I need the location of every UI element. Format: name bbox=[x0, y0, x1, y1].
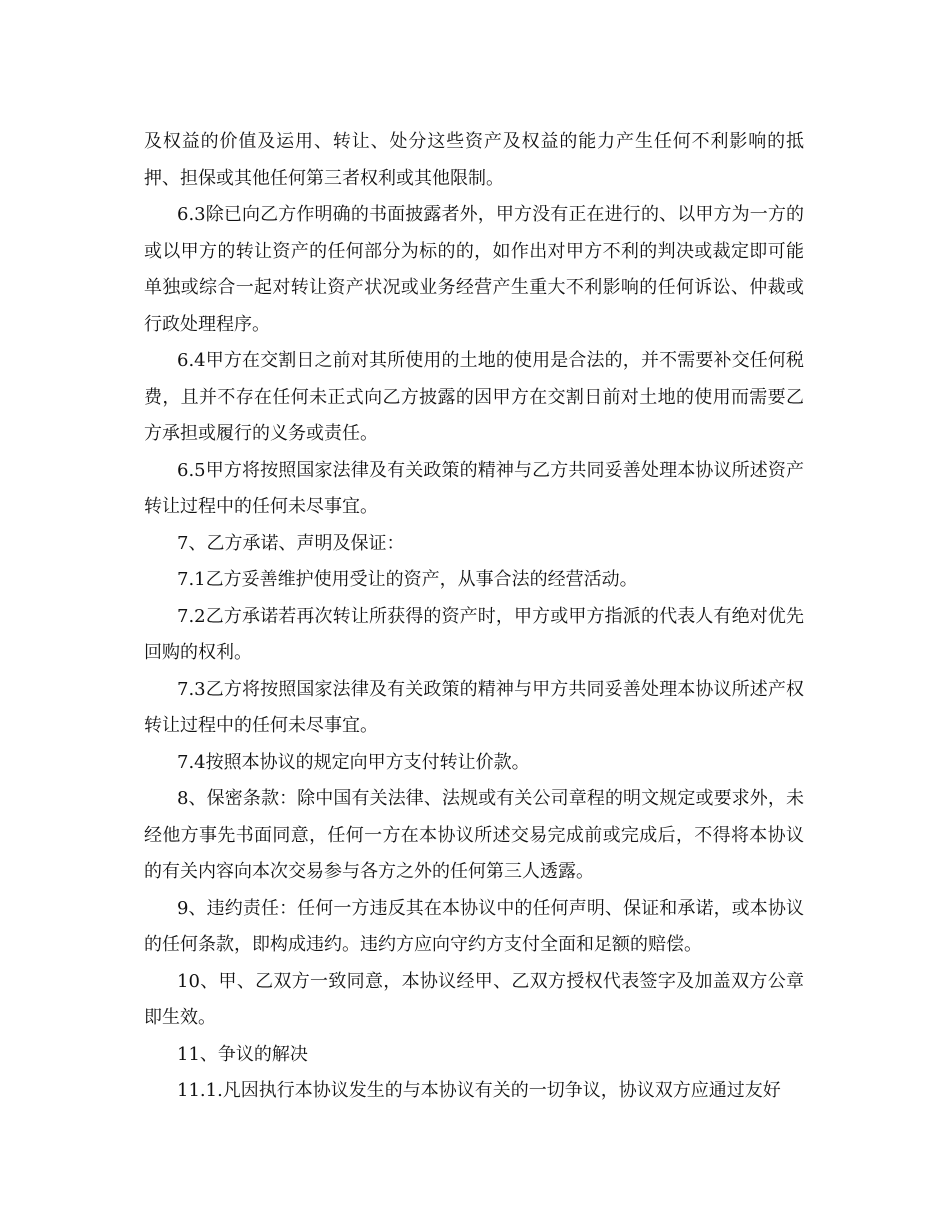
heading-7: 7、乙方承诺、声明及保证： bbox=[177, 532, 405, 554]
paragraph-6-5: 6.5甲方将按照国家法律及有关政策的精神与乙方共同妥善处理本协议所述资产转让过程中的任何未尽事宜。 bbox=[144, 459, 804, 517]
paragraph-11-1: 11.1.凡因执行本协议发生的与本协议有关的一切争议，协议双方应通过友好 bbox=[177, 1080, 781, 1101]
paragraph-8-confidentiality: 8、保密条款：除中国有关法律、法规或有关公司章程的明文规定或要求外，未经他方事先书面同意，任何一方在本协议所述交易完成前或完成后，不得将本协议的有关内容向本次交易参与各方之外的任何第三人透露。 bbox=[144, 788, 804, 882]
paragraph-7-2: 7.2乙方承诺若再次转让所获得的资产时，甲方或甲方指派的代表人有绝对优先回购的权利。 bbox=[144, 605, 804, 663]
heading-11-dispute: 11、争议的解决 bbox=[177, 1043, 308, 1065]
paragraph-7-1: 7.1乙方妥善维护使用受让的资产，从事合法的经营活动。 bbox=[177, 569, 638, 590]
paragraph-6-3: 6.3除已向乙方作明确的书面披露者外，甲方没有正在进行的、以甲方为一方的或以甲方的转让资产的任何部分为标的的，如作出对甲方不利的判决或裁定即可能单独或综合一起对转让资产状况或业务经营产生重大不利影响的任何诉讼、仲裁或行政处理程序。 bbox=[144, 204, 804, 335]
document-body bbox=[144, 124, 804, 1110]
paragraph-10-effect: 10、甲、乙双方一致同意，本协议经甲、乙双方授权代表签字及加盖双方公章即生效。 bbox=[144, 970, 804, 1028]
paragraph-7-3: 7.3乙方将按照国家法律及有关政策的精神与甲方共同妥善处理本协议所述产权转让过程中的任何未尽事宜。 bbox=[144, 678, 804, 736]
paragraph-9-liability: 9、违约责任：任何一方违反其在本协议中的任何声明、保证和承诺，或本协议的任何条款，即构成违约。违约方应向守约方支付全面和足额的赔偿。 bbox=[144, 897, 804, 955]
paragraph-7-4: 7.4按照本协议的规定向甲方支付转让价款。 bbox=[177, 751, 530, 773]
paragraph-6-4: 6.4甲方在交割日之前对其所使用的土地的使用是合法的，并不需要补交任何税费，且并不存在任何未正式向乙方披露的因甲方在交割日前对土地的使用而需要乙方承担或履行的义务或责任。 bbox=[144, 350, 804, 444]
paragraph-continuation: 及权益的价值及运用、转让、处分这些资产及权益的能力产生任何不利影响的抵押、担保或其他任何第三者权利或其他限制。 bbox=[144, 131, 804, 189]
